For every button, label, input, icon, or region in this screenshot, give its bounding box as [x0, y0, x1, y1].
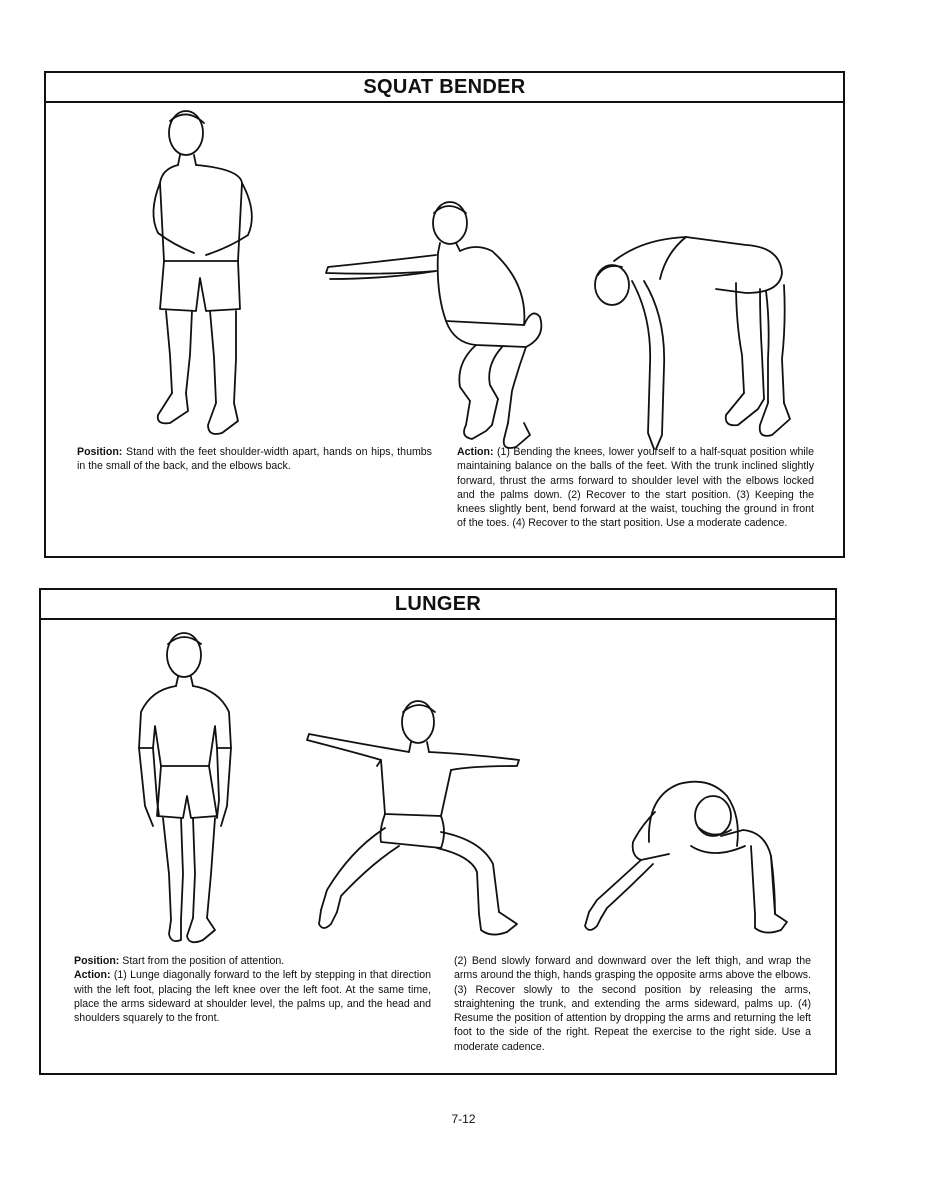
squat-bender-title: SQUAT BENDER [46, 73, 843, 103]
squat-bender-position-text [77, 445, 432, 474]
action-label: Action: [457, 446, 494, 458]
squat-bender-panel [44, 71, 845, 558]
lunger-continued-text [454, 954, 811, 1054]
lunger-figure-lunge [307, 701, 519, 935]
page-number: 7-12 [451, 1112, 476, 1126]
action-description: (1) Bending the knees, lower yourself to a half-squat position while maintaining balance on the balls of the feet. With the trunk inclined slightly forward, thrust the arms forward to shoulder level with the elbows locked and the palms down. (2) Recover to the start position. (3) Keeping the knees slightly bent, bend forward at the waist, touching the ground in front of the toes. (4) Recover to the start position. Use a moderate cadence. [457, 446, 814, 530]
action-continuation: (2) Bend slowly forward and downward over the left thigh, and wrap the arms around the thigh, hands grasping the opposite arms above the elbows. (3) Recover slowly to the second position by releasing the arms, straightening the trunk, and extending the arms sideward, palms up. (4) Resume the position of attention by dropping the arms and returning the left foot to the side of the right. Repeat the exercise to the right side. Use a moderate cadence. [454, 955, 811, 1053]
lunger-illustrations [41, 620, 835, 960]
squat-bender-figure-start [153, 111, 251, 434]
lunger-title: LUNGER [41, 590, 835, 620]
position-label: Position: [74, 955, 120, 967]
squat-bender-illustrations [46, 103, 843, 483]
action-description: (1) Lunge diagonally forward to the left by stepping in that direction with the left foot, placing the left knee over the left foot. At the same time, place the arms sideward at shoulder level, the palms up, and the head and shoulders squarely to the front. [74, 969, 431, 1025]
position-label: Position: [77, 446, 123, 458]
position-description: Start from the position of attention. [122, 955, 285, 967]
lunger-figure-attention [139, 633, 231, 942]
squat-bender-figure-bend [595, 237, 790, 449]
lunger-panel [39, 588, 837, 1075]
action-label: Action: [74, 969, 111, 982]
lunger-figure-bend [585, 782, 787, 933]
squat-bender-action-text [457, 445, 814, 531]
lunger-position-action-text [74, 954, 431, 1025]
lunger-position-line [74, 954, 431, 968]
squat-bender-figure-squat [326, 202, 541, 448]
lunger-action-line [74, 968, 431, 1025]
position-description: Stand with the feet shoulder-width apart, hands on hips, thumbs in the small of the back, and the elbows back. [77, 446, 432, 473]
